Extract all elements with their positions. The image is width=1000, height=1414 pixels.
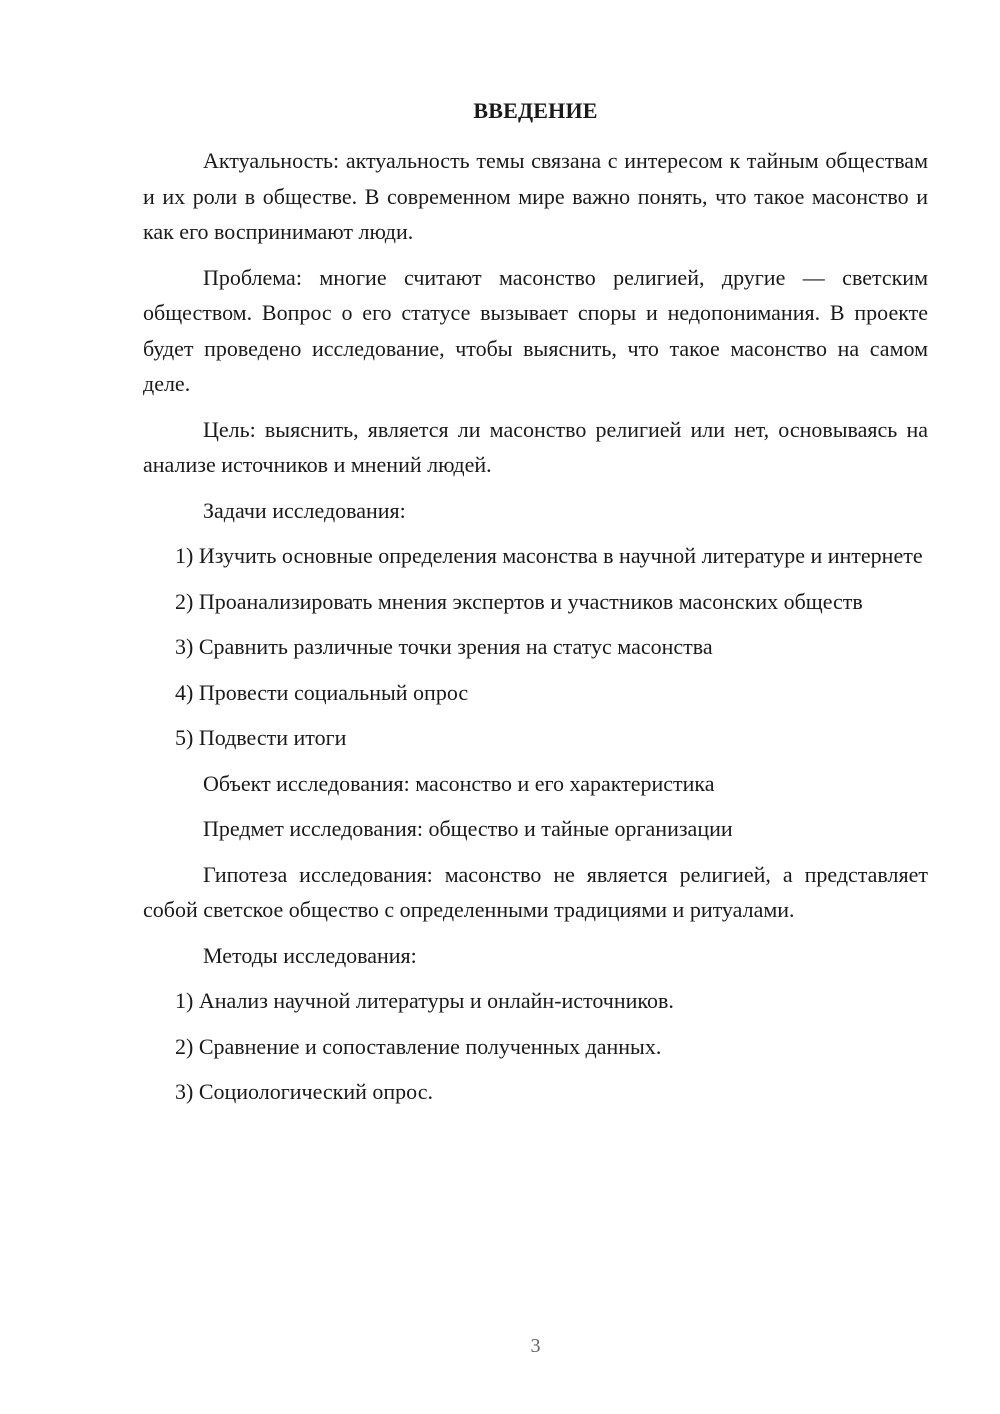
document-body [143,143,928,1120]
section-title: ВВЕДЕНИЕ [473,98,598,123]
method-item-3: 3) Социологический опрос. [175,1079,433,1104]
paragraph-relevance: Актуальность: актуальность темы связана с интересом к тайным обществам и их роли в обществе. В современном мире важно понять, что такое масонство и как его воспринимают люди. [143,148,928,244]
task-item-1: 1) Изучить основные определения масонства в научной литературе и интернете [175,543,923,568]
task-item-4: 4) Провести социальный опрос [175,679,469,705]
method-item-2: 2) Сравнение и сопоставление полученных данных. [175,1033,662,1059]
task-item-2: 2) Проанализировать мнения экспертов и участников масонских обществ [175,588,863,614]
task-item-5: 5) Подвести итоги [175,725,347,750]
page-number: 3 [530,1335,541,1357]
paragraph-goal: Цель: выяснить, является ли масонство религией или нет, основываясь на анализе источников и мнений людей. [143,416,928,477]
document-page [143,0,928,1414]
paragraph-object: Объект исследования: масонство и его характеристика [203,770,715,796]
tasks-heading: Задачи исследования: [203,497,406,523]
paragraph-hypothesis: Гипотеза исследования: масонство не является религией, а представляет собой светское общество с определенными традициями и ритуалами. [143,861,928,922]
method-item-1: 1) Анализ научной литературы и онлайн-источников. [175,988,674,1013]
methods-heading: Методы исследования: [203,942,417,968]
task-item-3: 3) Сравнить различные точки зрения на статус масонства [175,634,713,659]
paragraph-subject: Предмет исследования: общество и тайные организации [203,816,733,841]
paragraph-problem: Проблема: многие считают масонство религией, другие — светским обществом. Вопрос о его статусе вызывает споры и недопонимания. В проекте будет проведено исследование, чтобы выяснить, что такое масонство на самом деле. [143,264,928,396]
